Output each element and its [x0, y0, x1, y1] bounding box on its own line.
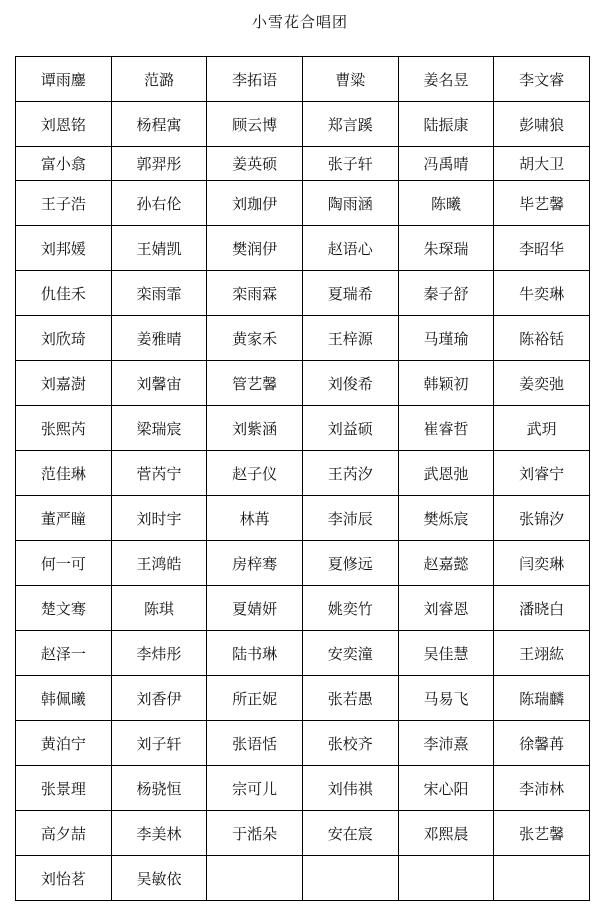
table-cell: 黄家禾: [207, 316, 303, 361]
table-cell: 王翊紘: [494, 631, 590, 676]
table-cell: 李沛熹: [398, 721, 494, 766]
table-cell: 李美林: [111, 811, 207, 856]
table-cell: 刘嘉澍: [16, 361, 112, 406]
table-cell: 陈瑞麟: [494, 676, 590, 721]
table-cell: 潘晓白: [494, 586, 590, 631]
table-row: [16, 721, 590, 766]
table-header-row: [16, 57, 590, 102]
table-cell: 张艺馨: [494, 811, 590, 856]
table-cell: 刘伟祺: [302, 766, 398, 811]
table-cell: 陆振康: [398, 102, 494, 147]
table-row: [16, 181, 590, 226]
table-row: [16, 451, 590, 496]
table-cell: 刘香伊: [111, 676, 207, 721]
table-cell: 姚奕竹: [302, 586, 398, 631]
roster-table: [15, 56, 590, 901]
table-cell: 陆书琳: [207, 631, 303, 676]
table-row: [16, 586, 590, 631]
table-row: [16, 406, 590, 451]
table-cell: 郑言蹊: [302, 102, 398, 147]
table-cell: 毕艺馨: [494, 181, 590, 226]
table-row: [16, 102, 590, 147]
table-cell: 吴敏依: [111, 856, 207, 901]
table-cell: 李文睿: [494, 57, 590, 102]
table-cell: 秦子舒: [398, 271, 494, 316]
table-cell: 王芮汐: [302, 451, 398, 496]
table-cell: 刘紫涵: [207, 406, 303, 451]
table-cell: 冯禹晴: [398, 147, 494, 181]
page-title: 小雪花合唱团: [251, 13, 348, 31]
table-cell: 楚文骞: [16, 586, 112, 631]
table-cell: 张若愚: [302, 676, 398, 721]
table-cell: 郭羿彤: [111, 147, 207, 181]
table-cell: 徐馨苒: [494, 721, 590, 766]
table-cell: 刘俊希: [302, 361, 398, 406]
table-cell: 房梓骞: [207, 541, 303, 586]
table-cell: 刘时宇: [111, 496, 207, 541]
table-cell: 闫奕琳: [494, 541, 590, 586]
table-row: [16, 271, 590, 316]
table-row: [16, 316, 590, 361]
table-cell: 李炜彤: [111, 631, 207, 676]
table-cell: 菅芮宁: [111, 451, 207, 496]
table-cell: 樊润伊: [207, 226, 303, 271]
table-cell: 刘睿宁: [494, 451, 590, 496]
table-row: [16, 766, 590, 811]
table-cell: 陶雨涵: [302, 181, 398, 226]
table-cell: [207, 856, 303, 901]
table-cell: 马瑾瑜: [398, 316, 494, 361]
table-cell: 马易飞: [398, 676, 494, 721]
table-cell: 安奕潼: [302, 631, 398, 676]
table-cell: 顾云博: [207, 102, 303, 147]
table-cell: 朱琛瑞: [398, 226, 494, 271]
table-row: [16, 631, 590, 676]
table-cell: 谭雨鏖: [16, 57, 112, 102]
table-cell: 樊烁宸: [398, 496, 494, 541]
table-cell: 张校齐: [302, 721, 398, 766]
table-cell: 陈琪: [111, 586, 207, 631]
table-cell: 胡大卫: [494, 147, 590, 181]
table-cell: 刘珈伊: [207, 181, 303, 226]
table-cell: 韩佩曦: [16, 676, 112, 721]
table-row: [16, 541, 590, 586]
table-cell: 邓熙晨: [398, 811, 494, 856]
table-row: [16, 496, 590, 541]
table-cell: 赵子仪: [207, 451, 303, 496]
table-row: [16, 147, 590, 181]
table-cell: 刘益硕: [302, 406, 398, 451]
table-cell: 富小翕: [16, 147, 112, 181]
table-cell: 孙右伦: [111, 181, 207, 226]
table-cell: 张语恬: [207, 721, 303, 766]
table-cell: 宗可儿: [207, 766, 303, 811]
table-cell: 陈裕铦: [494, 316, 590, 361]
table-cell: 张熙芮: [16, 406, 112, 451]
table-cell: 高夕喆: [16, 811, 112, 856]
table-cell: 陈曦: [398, 181, 494, 226]
table-row: [16, 676, 590, 721]
table-cell: 张景理: [16, 766, 112, 811]
table-cell: 宋心阳: [398, 766, 494, 811]
table-cell: 刘邦媛: [16, 226, 112, 271]
table-cell: 刘馨宙: [111, 361, 207, 406]
table-cell: 韩颖初: [398, 361, 494, 406]
roster-table-body: [16, 57, 590, 901]
table-cell: [494, 856, 590, 901]
table-cell: 曹粱: [302, 57, 398, 102]
table-cell: 范潞: [111, 57, 207, 102]
table-cell: 刘恩铭: [16, 102, 112, 147]
table-cell: 王子浩: [16, 181, 112, 226]
table-cell: 王婧凯: [111, 226, 207, 271]
table-cell: 杨程寓: [111, 102, 207, 147]
table-cell: 武玥: [494, 406, 590, 451]
table-cell: 赵语心: [302, 226, 398, 271]
table-cell: 何一可: [16, 541, 112, 586]
table-cell: 刘怡茗: [16, 856, 112, 901]
table-cell: 李拓语: [207, 57, 303, 102]
table-cell: 姜奕弛: [494, 361, 590, 406]
table-cell: 夏瑞希: [302, 271, 398, 316]
table-cell: 崔睿哲: [398, 406, 494, 451]
table-cell: 刘子轩: [111, 721, 207, 766]
table-cell: 黄泊宁: [16, 721, 112, 766]
table-cell: 赵嘉懿: [398, 541, 494, 586]
table-cell: 仇佳禾: [16, 271, 112, 316]
table-cell: 牛奕琳: [494, 271, 590, 316]
table-cell: [398, 856, 494, 901]
table-cell: 董严瞳: [16, 496, 112, 541]
table-cell: 所正妮: [207, 676, 303, 721]
table-cell: 李昭华: [494, 226, 590, 271]
table-cell: 梁瑞宸: [111, 406, 207, 451]
table-cell: 张子轩: [302, 147, 398, 181]
table-row: [16, 856, 590, 901]
table-cell: 杨骁恒: [111, 766, 207, 811]
table-cell: 栾雨霏: [111, 271, 207, 316]
table-cell: 安在宸: [302, 811, 398, 856]
table-cell: 管艺馨: [207, 361, 303, 406]
table-cell: 彭啸狼: [494, 102, 590, 147]
table-cell: 姜雅晴: [111, 316, 207, 361]
table-row: [16, 811, 590, 856]
table-cell: [302, 856, 398, 901]
table-cell: 吴佳慧: [398, 631, 494, 676]
table-cell: 范佳琳: [16, 451, 112, 496]
table-cell: 李沛林: [494, 766, 590, 811]
table-cell: 刘睿恩: [398, 586, 494, 631]
table-cell: 王梓源: [302, 316, 398, 361]
table-cell: 姜名昱: [398, 57, 494, 102]
table-cell: 武恩弛: [398, 451, 494, 496]
table-cell: 张锦汐: [494, 496, 590, 541]
table-cell: 李沛辰: [302, 496, 398, 541]
table-cell: 姜英硕: [207, 147, 303, 181]
table-cell: 林苒: [207, 496, 303, 541]
table-cell: 刘欣琦: [16, 316, 112, 361]
table-cell: 栾雨霖: [207, 271, 303, 316]
table-cell: 赵泽一: [16, 631, 112, 676]
table-cell: 王鸿皓: [111, 541, 207, 586]
table-row: [16, 226, 590, 271]
table-cell: 于湉朵: [207, 811, 303, 856]
table-row: [16, 361, 590, 406]
table-cell: 夏修远: [302, 541, 398, 586]
table-cell: 夏婧妍: [207, 586, 303, 631]
